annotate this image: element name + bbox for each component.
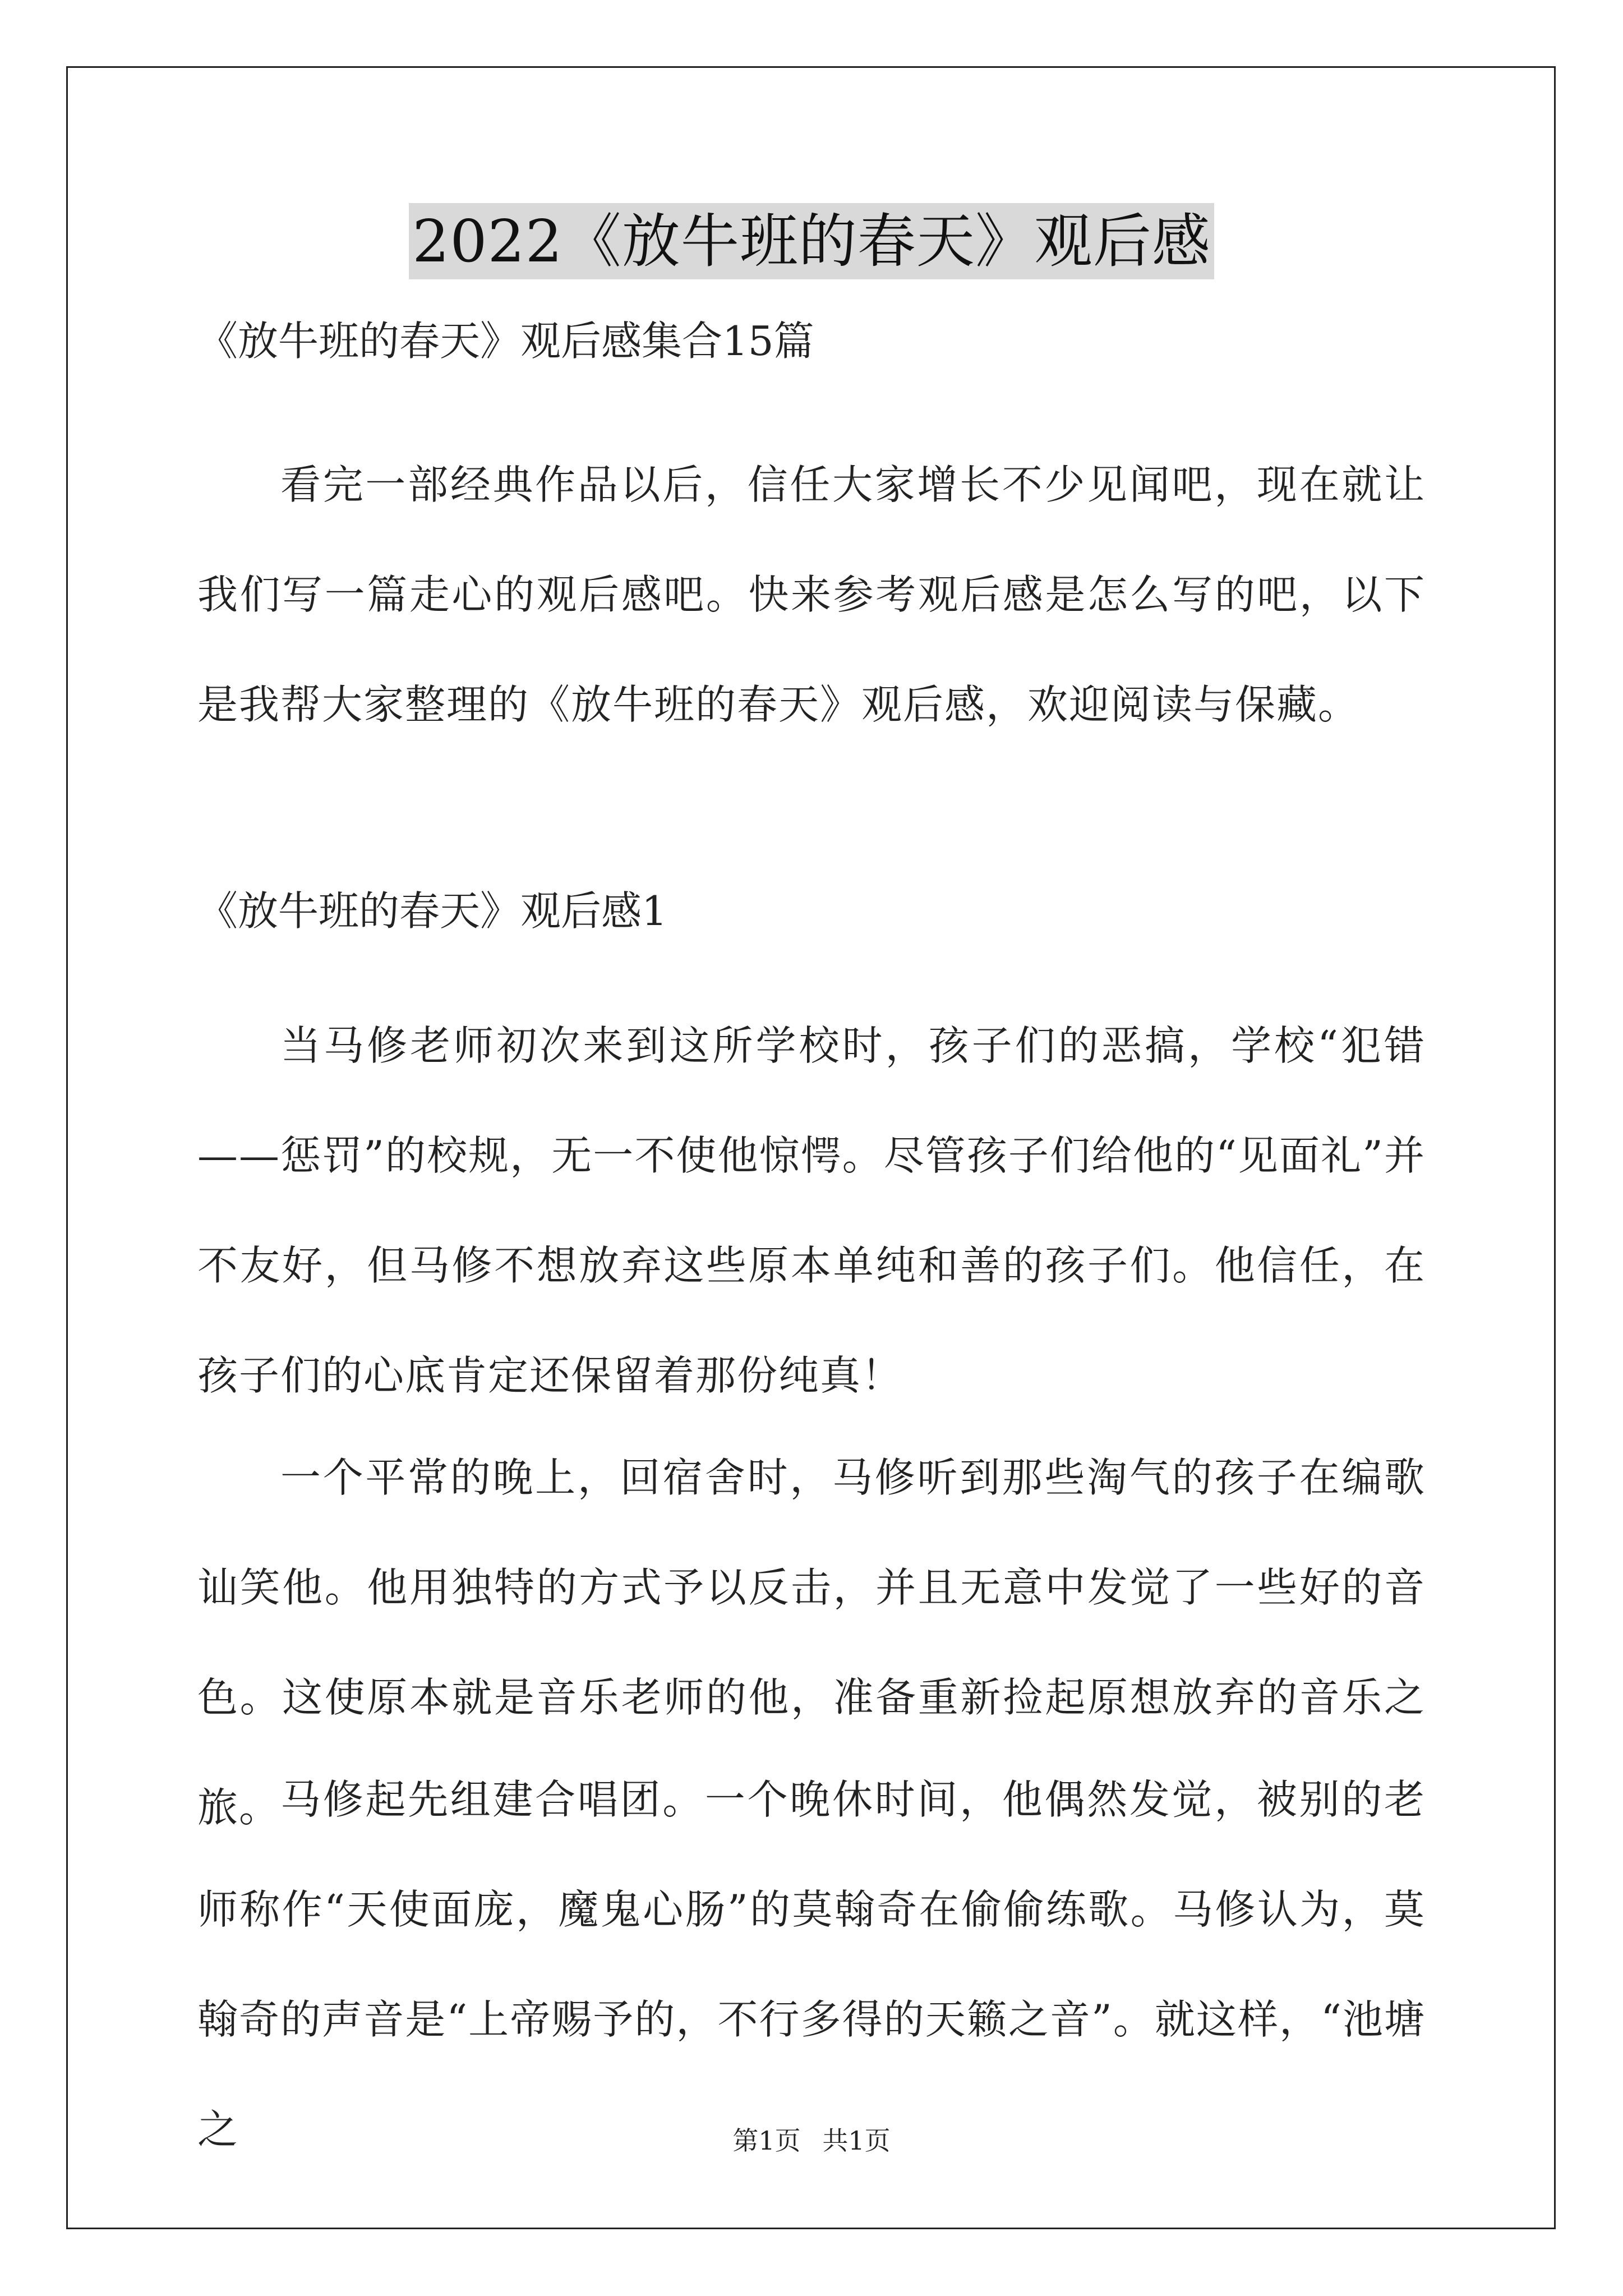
page-number: 第1页	[732, 2125, 801, 2156]
body-paragraph-1: 当马修老师初次来到这所学校时，孩子们的恶搞，学校“犯错——惩罚”的校规，无一不使他惊愕。尽管孩子们给他的“见面礼”并不友好，但马修不想放弃这些原本单纯和善的孩子们。他信任，在孩子们的心底肯定还保留着那份纯真！	[197, 1022, 1426, 1399]
intro-paragraph: 看完一部经典作品以后，信任大家增长不少见闻吧，现在就让我们写一篇走心的观后感吧。快来参考观后感是怎么写的吧，以下是我帮大家整理的《放牛班的春天》观后感，欢迎阅读与保藏。	[197, 461, 1426, 728]
title-container	[0, 203, 1623, 279]
page-total: 共1页	[822, 2125, 891, 2156]
page-title: 2022《放牛班的春天》观后感	[409, 203, 1214, 279]
page-footer	[0, 2120, 1623, 2157]
section-heading: 《放牛班的春天》观后感1	[197, 887, 667, 935]
body-paragraph-3: 马修起先组建合唱团。一个晚休时间，他偶然发觉，被别的老师称作“天使面庞，魔鬼心肠”的莫翰奇在偷偷练歌。马修认为，莫翰奇的声音是“上帝赐予的，不行多得的天籁之音”。就这样，“池塘之	[197, 1776, 1426, 2153]
body-paragraph-2: 一个平常的晚上，回宿舍时，马修听到那些淘气的孩子在编歌讪笑他。他用独特的方式予以反击，并且无意中发觉了一些好的音色。这使原本就是音乐老师的他，准备重新捡起原想放弃的音乐之旅。	[197, 1454, 1426, 1831]
subtitle: 《放牛班的春天》观后感集合15篇	[197, 318, 814, 365]
